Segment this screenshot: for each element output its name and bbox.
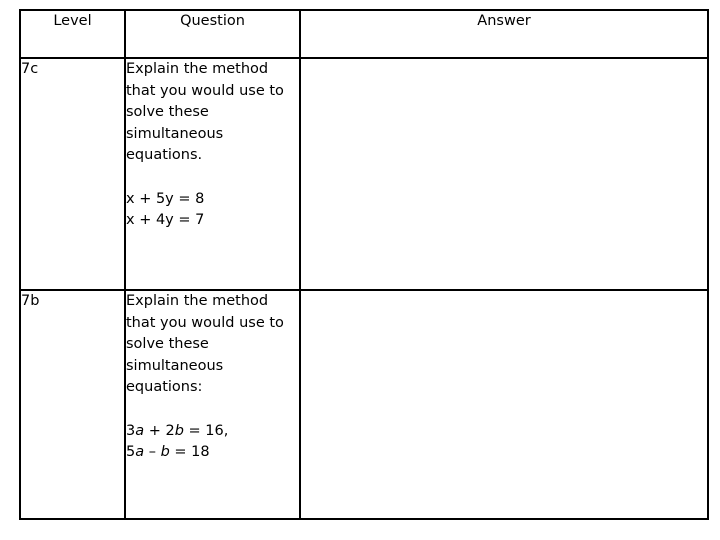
level-header: Level bbox=[20, 10, 125, 58]
question-cell bbox=[125, 290, 300, 519]
table-row bbox=[20, 290, 708, 519]
question-cell bbox=[125, 58, 300, 290]
level-cell: 7c bbox=[20, 58, 125, 290]
question-text: Explain the method that you would use to solve these simultaneous equations: bbox=[126, 293, 284, 396]
table-row bbox=[20, 58, 708, 290]
header-row bbox=[20, 10, 708, 58]
worksheet-table bbox=[19, 9, 709, 520]
equation-line: x + 4y = 7 bbox=[126, 212, 205, 229]
question-text: Explain the method that you would use to solve these simultaneous equations. bbox=[126, 61, 284, 164]
answer-cell[interactable] bbox=[300, 290, 708, 519]
level-cell: 7b bbox=[20, 290, 125, 519]
equation-line: x + 5y = 8 bbox=[126, 190, 205, 207]
equation-line: 3a + 2b = 16, bbox=[126, 422, 229, 439]
answer-cell[interactable] bbox=[300, 58, 708, 290]
equation-line: 5a – b = 18 bbox=[126, 444, 210, 461]
answer-header: Answer bbox=[300, 10, 708, 58]
question-header: Question bbox=[125, 10, 300, 58]
equation-block bbox=[126, 189, 299, 232]
equation-block bbox=[126, 421, 299, 464]
